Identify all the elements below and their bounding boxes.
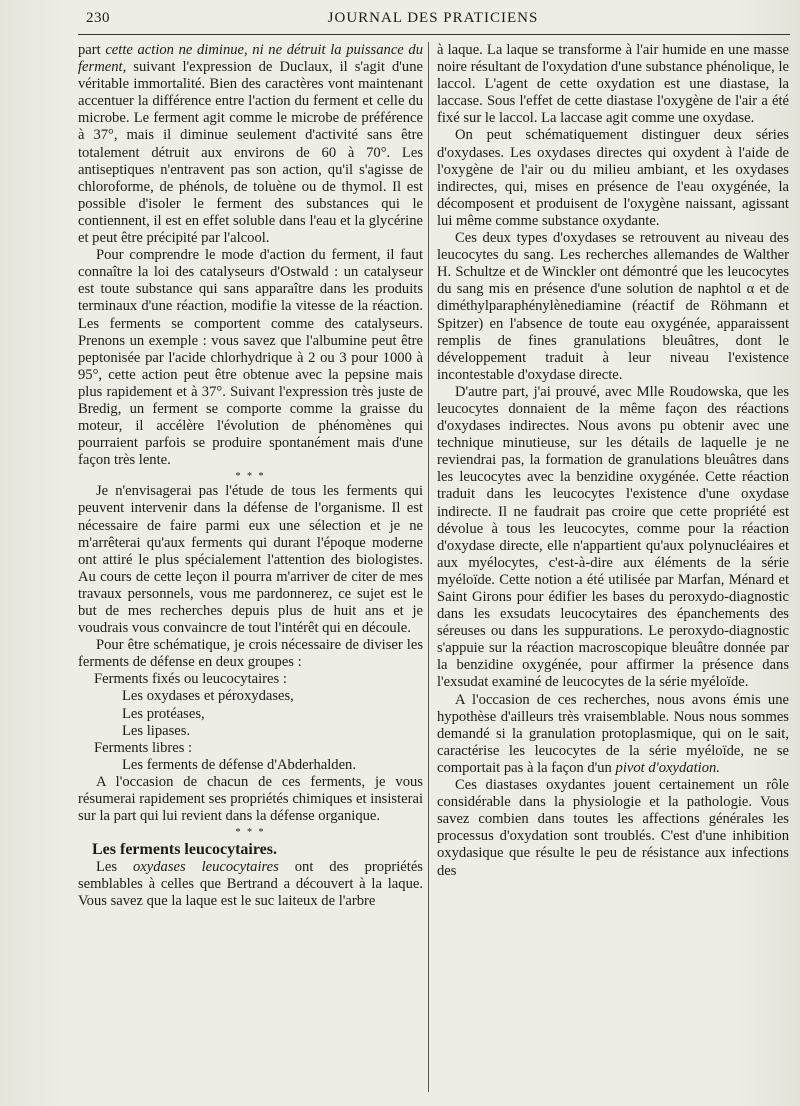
list-item: Les protéases, bbox=[122, 705, 205, 722]
right-column bbox=[437, 42, 789, 1092]
paragraph: Les oxydases leucocytaires ont des propriétés semblables à celles que Bertrand a découvert à la laque. Vous savez que la laque est le suc laiteux de l'arbre bbox=[78, 859, 423, 910]
column-divider bbox=[428, 42, 429, 1092]
paragraph: A l'occasion de ces recherches, nous avons émis une hypothèse d'ailleurs très vraisemblable. Nous nous sommes demandé si la granulation protoplasmique, qui on le sait, caractérise les leucocytes de la série myéloïde, ne se comportait pas à la façon d'un pivot d'oxydation. bbox=[437, 691, 789, 776]
paragraph: part cette action ne diminue, ni ne détruit la puissance du ferment, suivant l'expression de Duclaux, il s'agit d'une véritable immortalité. Bien des caractères vont maintenant accentuer la différence entre l'action du ferment et celle du microbe. Le ferment agit comme le microbe de préférence à 37°, mais il diminue seulement d'activité sans être totalement détruit aux environs de 60 à 70°. Les antiseptiques n'entravent pas son action, qu'il s'agisse de chloroforme, de phénols, de toluène ou de thymol. Il est possible d'isoler le ferment des substances qui le contiennent, il est en effet soluble dans l'eau et la glycérine et peut être précipité par l'alcool. bbox=[78, 42, 423, 247]
section-separator: * * * bbox=[235, 827, 266, 839]
page-number: 230 bbox=[86, 10, 110, 26]
paragraph: Ces deux types d'oxydases se retrouvent au niveau des leucocytes du sang. Les recherches allemandes de Walther H. Schultze et de Winckler ont démontré que les leucocytes du sang mis en présence d'une solution de naphtol α et de diméthylparaphénylènediamine (réactif de Röhmann et Spitzer) en l'absence de toute eau oxygénée, apparaissent remplis de fines granulations bleuâtres, dont le développement traduit à leur niveau l'existence incontestable d'oxydase directe. bbox=[437, 230, 789, 383]
paragraph: Ces diastases oxydantes jouent certainement un rôle considérable dans la physiologie et la pathologie. Vous savez combien dans toutes les affections générales les processus d'oxydation sont troublés. C'est d'une inhibition oxydasique que résulte le peu de résistance aux infections des bbox=[437, 777, 789, 879]
paragraph: Pour être schématique, je crois nécessaire de diviser les ferments de défense en deux groupes : bbox=[78, 637, 423, 671]
list-heading: Ferments fixés ou leucocytaires : bbox=[94, 671, 287, 688]
running-title: JOURNAL DES PRATICIENS bbox=[327, 10, 539, 26]
list-item: Les ferments de défense d'Abderhalden. bbox=[122, 756, 357, 773]
paragraph: A l'occasion de chacun de ces ferments, je vous résumerai rapidement ses propriétés chimiques et insisterai sur la part qui lui revient dans la défense organique. bbox=[78, 773, 423, 825]
section-title: Les ferments leucocytaires. bbox=[92, 841, 277, 859]
paragraph: On peut schématiquement distinguer deux séries d'oxydases. Les oxydases directes qui oxydent à l'aide de l'oxygène de l'air ou du milieu ambiant, et les oxydases indirectes, qui, mises en présence de l'eau oxygénée, la décomposent et produisent de l'oxygène naissant, agissant lui même comme substance oxydante. bbox=[437, 127, 789, 229]
paragraph: à laque. La laque se transforme à l'air humide en une masse noire résultant de l'oxydation d'une substance phénolique, le laccol. L'agent de cette oxydation est une diastase, la laccase. Sous l'effet de cette diastase l'oxygène de l'air a été fixé sur le laccol. La laccase agit comme une oxydase. bbox=[437, 42, 789, 127]
list-heading: Ferments libres : bbox=[94, 739, 193, 756]
paragraph: Je n'envisagerai pas l'étude de tous les ferments qui peuvent intervenir dans la défense de l'organisme. Il est nécessaire de faire parmi eux une sélection et je ne m'arrêterai qu'aux ferments qui durant l'époque moderne ont attiré le plus spécialement l'attention des biologistes. Au cours de cette leçon il pourra m'arriver de citer de mes travaux personnels, vous me pardonnerez, ce sujet est le but de mes recherches depuis plus de huit ans et je voudrais vous convaincre de tout l'intérêt qui en découle. bbox=[78, 483, 423, 637]
header-rule bbox=[78, 34, 790, 35]
section-separator: * * * bbox=[235, 471, 266, 483]
left-column bbox=[78, 42, 423, 1092]
paragraph: D'autre part, j'ai prouvé, avec Mlle Roudowska, que les leucocytes donnaient de la même façon des réactions d'oxydases indirectes. Nous avons pu obtenir avec une technique minutieuse, sur les détails de laquelle je ne reviendrai pas, la formation de granulations bleuâtres dans les leucocytes avec la benzidine oxygénée. Cette réaction traduit dans les leucocytes l'existence d'une oxydase indirecte. Il ne faudrait pas croire que cette propriété est dévolue à tous les leucocytes, comme pour la réaction d'oxydase directe, elle n'appartient qu'aux polynucléaires et aux myélocytes, c'est-à-dire aux éléments de la série myéloïde. Cette notion a été utilisée par Marfan, Ménard et Saint Girons pour édifier les bases du peroxydo-diagnostic dans les exsudats leucocytaires des épanchements des séreuses ou dans les suppurations. Le peroxydo-diagnostic s'appuie sur la réaction macroscopique bleuâtre donnée par la benzidine oxygénée, pour affirmer la présence dans l'exsudat examiné de leucocytes de la série myéloïde. bbox=[437, 383, 789, 691]
page-header bbox=[78, 10, 788, 36]
paragraph: Pour comprendre le mode d'action du ferment, il faut connaître la loi des catalyseurs d'Ostwald : un catalyseur est toute substance qui sans apparaître dans les produits terminaux d'une réaction, modifie la vitesse de la réaction. Les ferments se comportent comme des catalyseurs. Prenons un exemple : vous savez que l'albumine peut être peptonisée par l'acide chlorhydrique à 2 ou 3 pour 1000 à 95°, cette action peut être obtenue avec la pepsine mais plus rapidement et à 37°. Suivant l'expression très juste de Bredig, un ferment se comporte comme la graisse du moteur, il accélère l'évolution de phénomènes qui pourraient parfois se produire spontanément mais d'une façon très lente. bbox=[78, 247, 423, 469]
list-item: Les oxydases et péroxydases, bbox=[122, 688, 294, 705]
list-item: Les lipases. bbox=[122, 722, 191, 739]
